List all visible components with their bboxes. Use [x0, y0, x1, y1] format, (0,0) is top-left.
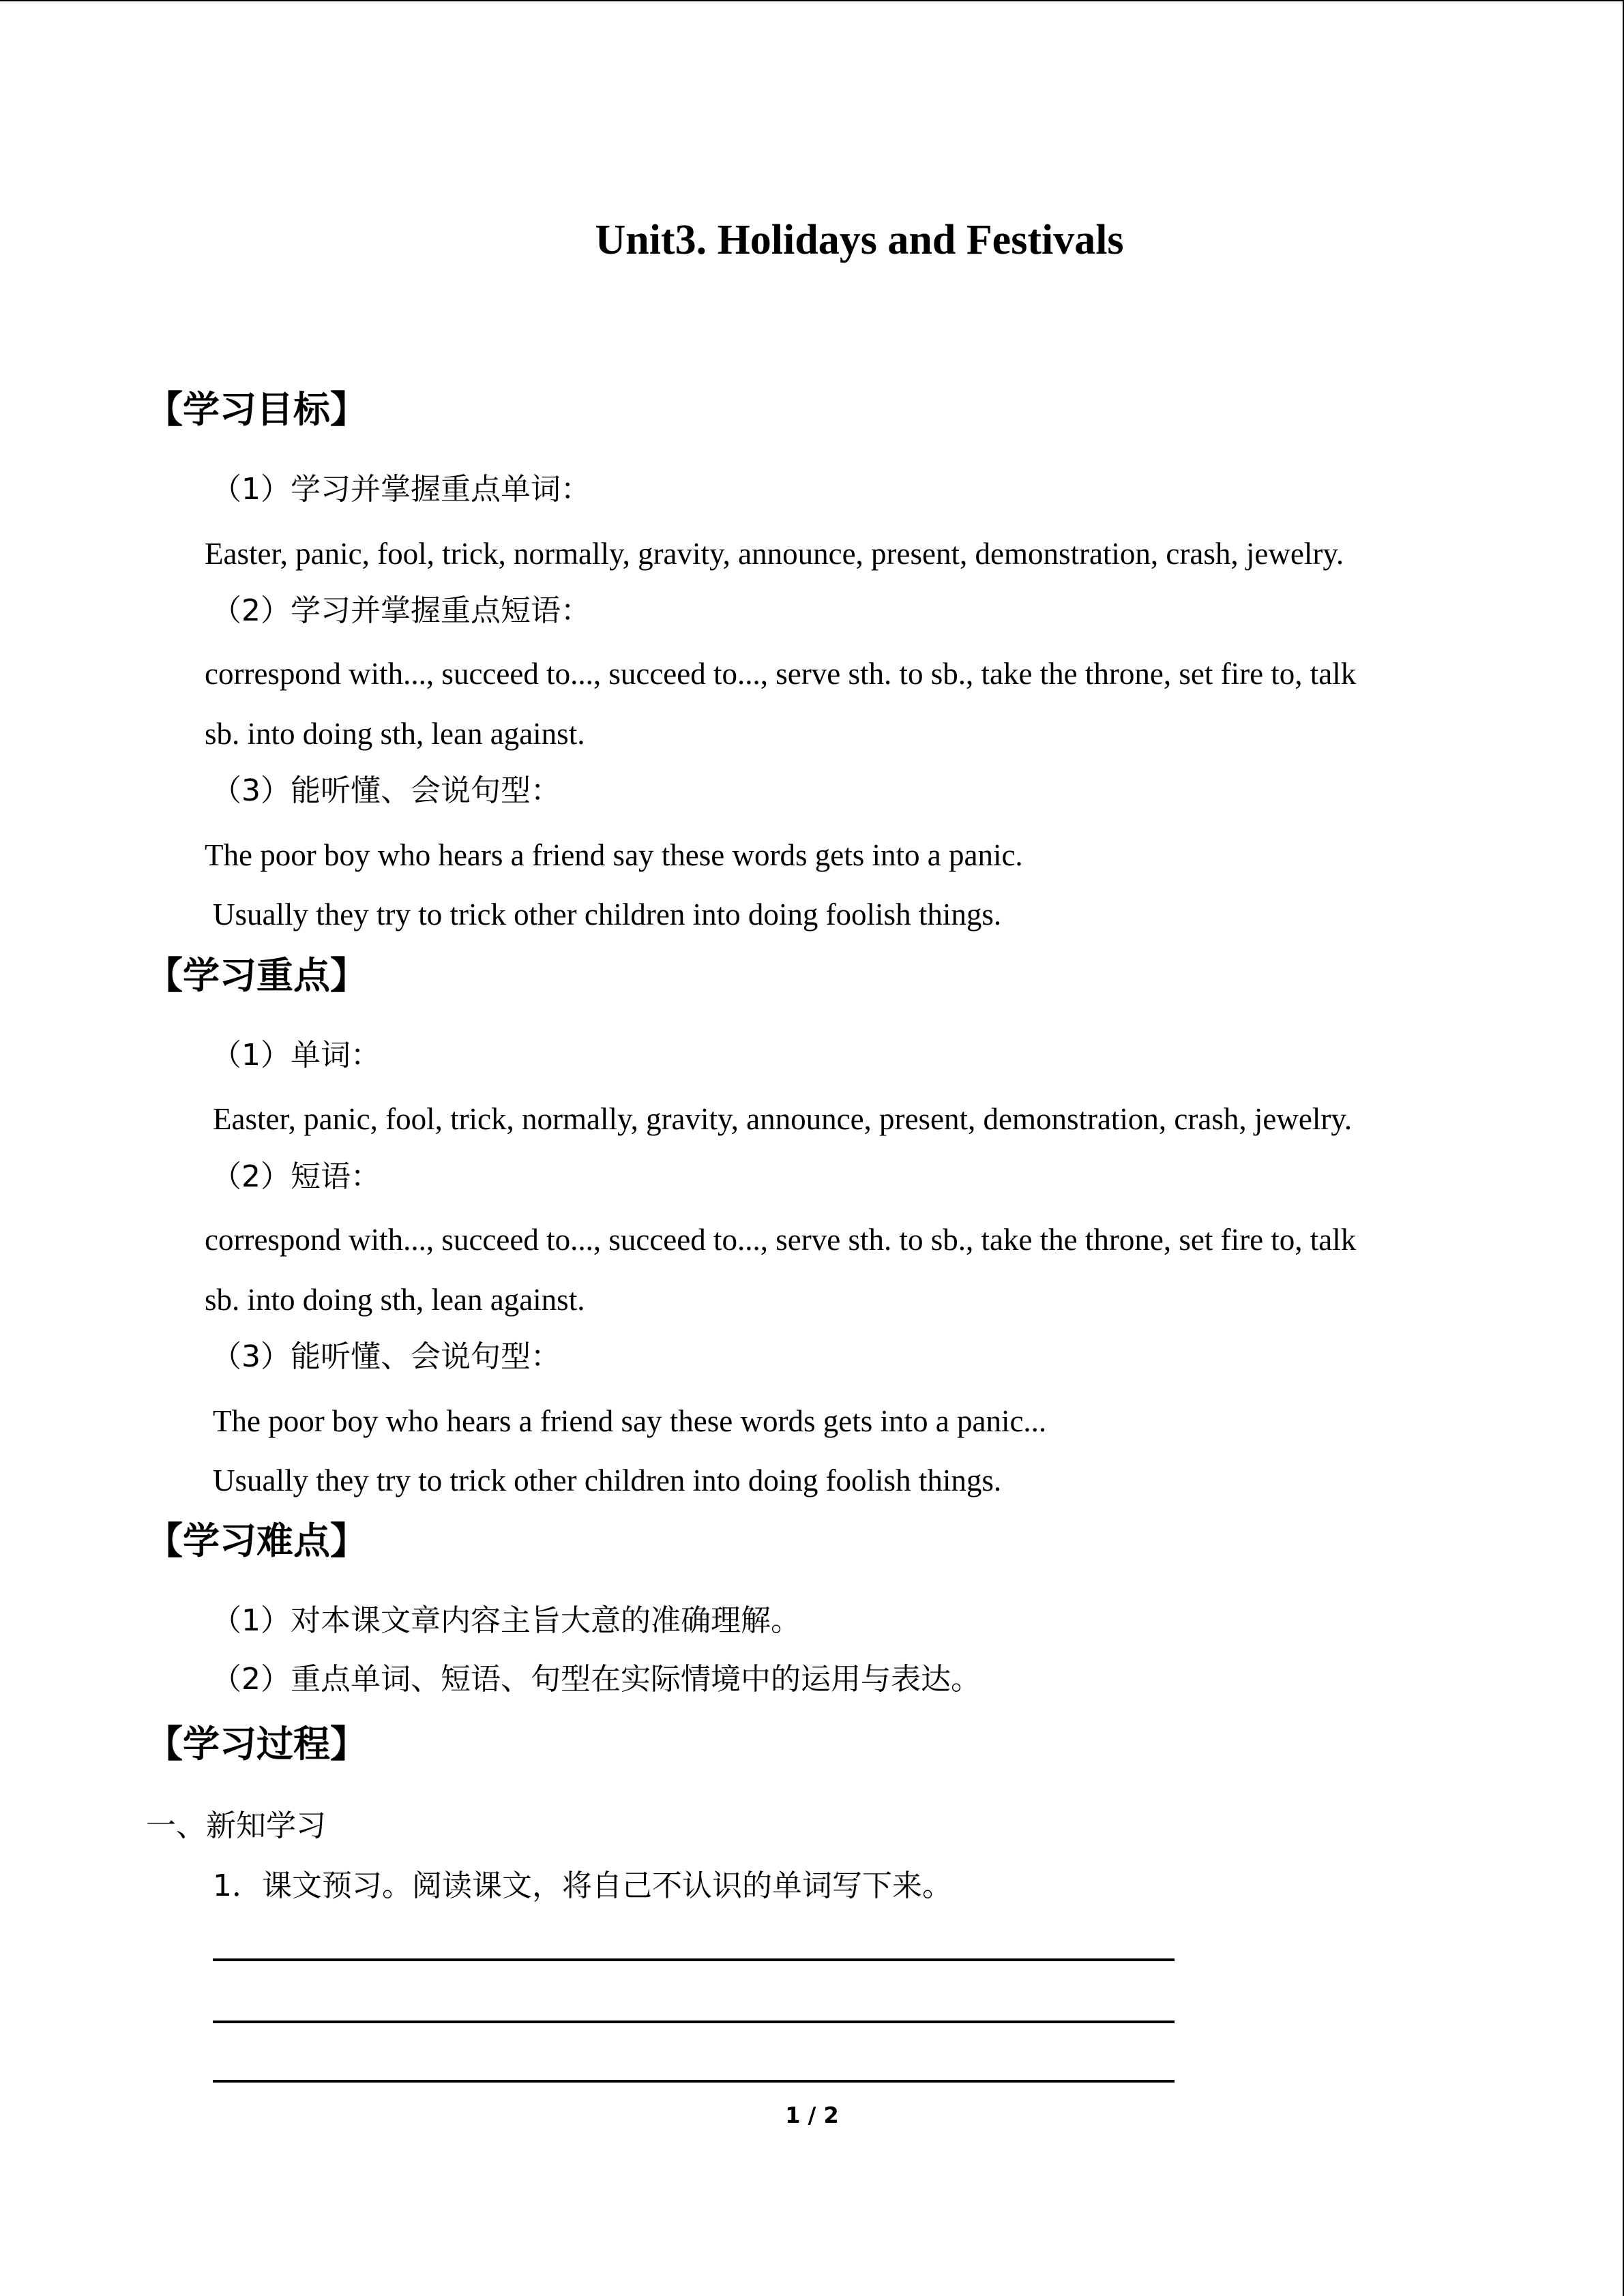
key-points-item3-sentence2: Usually they try to trick other children into doing foolish things. — [213, 1463, 1002, 1497]
objectives-item3-label: （3）能听懂、会说句型： — [211, 773, 561, 808]
key-points-item3-label: （3）能听懂、会说句型： — [211, 1339, 561, 1374]
objectives-item1-label: （1）学习并掌握重点单词： — [211, 472, 591, 507]
key-points-item2-phrases-line2: sb. into doing sth, lean against. — [205, 1283, 585, 1317]
section-heading-objectives: 【学习目标】 — [146, 388, 367, 431]
difficulties-item2: （2）重点单词、短语、句型在实际情境中的运用与表达。 — [211, 1662, 981, 1697]
answer-line-1 — [213, 1958, 1175, 1961]
key-points-item3-sentence1: The poor boy who hears a friend say these words gets into a panic... — [213, 1404, 1047, 1438]
key-points-item1-words: Easter, panic, fool, trick, normally, gravity, announce, present, demonstration, crash, jewelry. — [213, 1102, 1353, 1136]
objectives-item3-sentence1: The poor boy who hears a friend say these words gets into a panic. — [205, 838, 1023, 872]
objectives-item2-phrases-line1: correspond with..., succeed to..., succeed to..., serve sth. to sb., take the throne, set fire to, talk — [205, 657, 1357, 691]
section-heading-key-points: 【学习重点】 — [146, 954, 367, 997]
process-part1-item1: 1．课文预习。阅读课文，将自己不认识的单词写下来。 — [213, 1868, 952, 1903]
key-points-item2-phrases-line1: correspond with..., succeed to..., succeed to..., serve sth. to sb., take the throne, set fire to, talk — [205, 1223, 1357, 1257]
section-heading-difficulties: 【学习难点】 — [146, 1519, 367, 1562]
answer-line-3 — [213, 2080, 1175, 2083]
objectives-item1-words: Easter, panic, fool, trick, normally, gravity, announce, present, demonstration, crash, jewelry. — [205, 537, 1344, 571]
objectives-item2-phrases-line2: sb. into doing sth, lean against. — [205, 717, 585, 751]
document-title: Unit3. Holidays and Festivals — [595, 217, 1124, 263]
page-number: 1 / 2 — [785, 2102, 839, 2128]
difficulties-item1: （1）对本课文章内容主旨大意的准确理解。 — [211, 1603, 801, 1638]
answer-line-2 — [213, 2021, 1175, 2023]
process-part1-title: 一、新知学习 — [146, 1808, 326, 1843]
key-points-item2-label: （2）短语： — [211, 1159, 381, 1194]
key-points-item1-label: （1）单词： — [211, 1038, 381, 1073]
objectives-item2-label: （2）学习并掌握重点短语： — [211, 593, 591, 628]
section-heading-process: 【学习过程】 — [146, 1723, 367, 1765]
objectives-item3-sentence2: Usually they try to trick other children into doing foolish things. — [213, 897, 1002, 931]
